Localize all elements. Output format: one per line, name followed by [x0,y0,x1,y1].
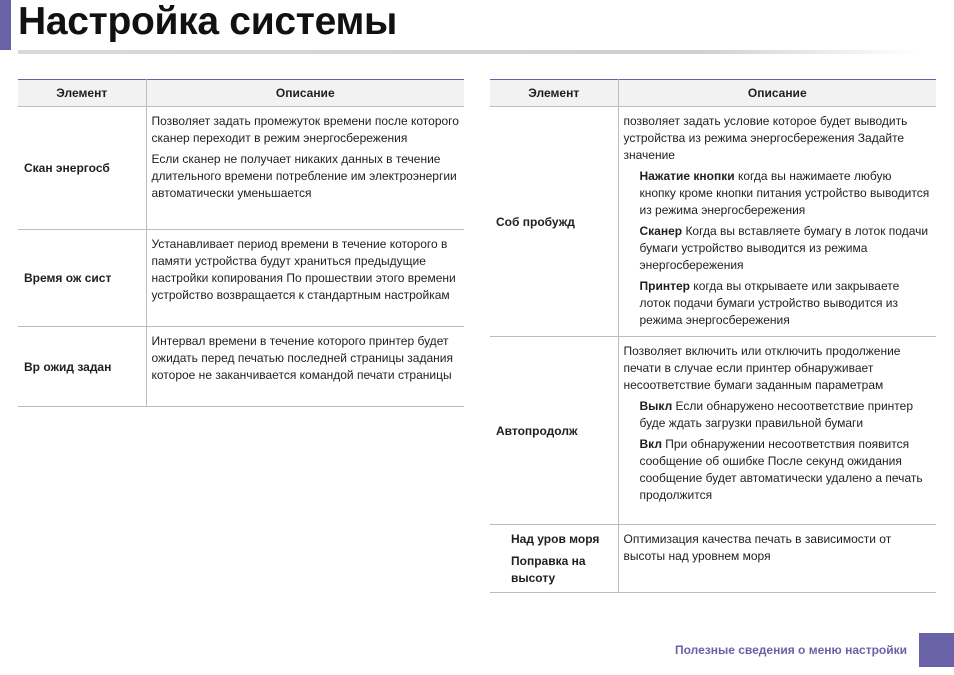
page-number-box [919,633,954,667]
option-text: При обнаружении несоответствия появится сообщение об ошибке После секунд ожидания сообщение будет автоматически удалено а печать продолжится [639,437,923,502]
description-paragraph: позволяет задать условие которое будет выводить устройства из режима энергосбережения Задайте значение [623,114,908,162]
row-item-label: Скан энергосб [18,107,146,230]
option-term: Вкл [639,437,662,451]
row-item-label: Вр ожид задан [18,327,146,407]
option-text: когда вы нажимаете любую кнопку кроме кнопки питания устройство выводится из режима энергосбережения [639,169,930,217]
option-term: Нажатие кнопки [639,169,735,183]
row-description [146,230,464,327]
description-paragraph: Если сканер не получает никаких данных в течение длительного времени потребление им электроэнергии автоматически уменьшается [151,152,457,200]
option-entry [640,436,932,504]
option-term: Принтер [639,279,690,293]
table-row [490,337,936,525]
description-paragraph: Интервал времени в течение которого принтер будет ожидать перед печатью последней страницы задания которое не заканчивается командой печати страницы [151,334,453,382]
row-item-label: Соб пробужд [490,107,618,337]
option-entry [640,278,932,329]
page-title: Настройка системы [18,0,397,43]
column-header-item: Элемент [490,80,618,107]
table-header-row [18,80,464,107]
title-divider [18,50,918,54]
table-row [490,525,936,593]
description-paragraph: Устанавливает период времени в течение которого в памяти устройства будут храниться предыдущие настройки копирования По прошествии этого времени устройство возвращается к стандартным настройкам [151,237,456,302]
table-row [490,107,936,337]
description-paragraph: Позволяет задать промежуток времени после которого сканер переходит в режим энергосбережения [151,114,459,145]
item-label-line: Над уров моря [511,532,600,546]
option-entry [640,398,932,432]
row-item-label: Автопродолж [490,337,618,525]
description-paragraph: Позволяет включить или отключить продолжение печати в случае если принтер обнаруживает несоответствие бумаги заданным параметрам [623,344,901,392]
column-header-description: Описание [146,80,464,107]
option-text: Если обнаружено несоответствие принтер буде ждать загрузки правильной бумаги [639,399,913,430]
row-description [146,107,464,230]
row-description [146,327,464,407]
item-label-line: Поправка на высоту [511,554,586,585]
accent-bar [0,0,11,50]
settings-table-right [490,79,936,593]
option-term: Выкл [639,399,673,413]
row-description [618,107,936,337]
row-description [618,525,936,593]
footer-section-title: Полезные сведения о меню настройки [674,643,907,657]
column-header-description: Описание [618,80,936,107]
option-entry [640,168,932,219]
row-description [618,337,936,525]
option-term: Сканер [639,224,683,238]
column-header-item: Элемент [18,80,146,107]
option-text: когда вы открываете или закрываете лоток подачи бумаги устройство выводится из режима энергосбережения [639,279,900,327]
table-row [18,107,464,230]
table-row [18,327,464,407]
row-item-label: Время ож сист [18,230,146,327]
description-paragraph: Оптимизация качества печать в зависимости от высоты над уровнем моря [623,532,892,563]
settings-table-left [18,79,464,407]
table-header-row [490,80,936,107]
table-row [18,230,464,327]
option-text: Когда вы вставляете бумагу в лоток подачи бумаги устройство выводится из режима энергосбережения [639,224,929,272]
row-item-label [490,525,618,593]
option-entry [640,223,932,274]
